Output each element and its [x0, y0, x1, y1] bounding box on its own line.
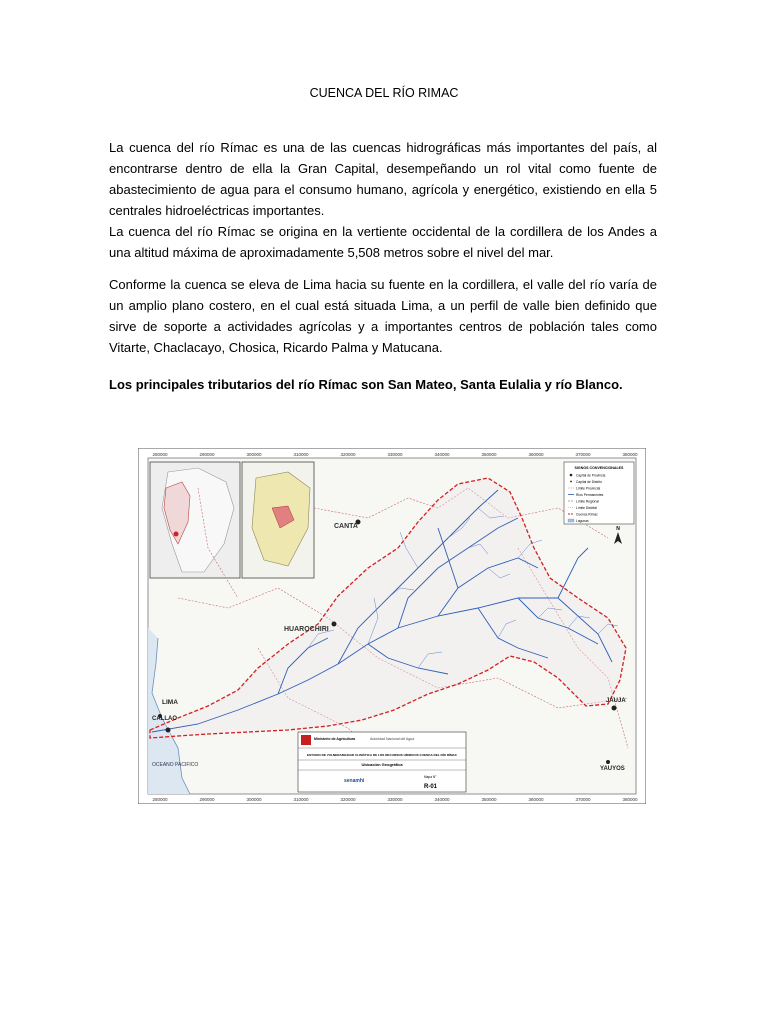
institution-text: Ministerio de Agricultura: [314, 737, 356, 741]
legend-title: SIGNOS CONVENCIONALES: [574, 466, 624, 470]
peru-logo-icon: [301, 735, 311, 745]
x-tick-label: 370000: [575, 452, 591, 457]
intro-paragraph: [109, 137, 657, 263]
label-lima: LIMA: [162, 699, 178, 706]
x-tick-label: 310000: [293, 452, 309, 457]
legend-item: Cuenca Rímac: [576, 512, 598, 517]
x-tick-label: 350000: [481, 797, 497, 802]
study-title: ESTUDIO DE VULNERABILIDAD CLIMÁTICA DE LOS RECURSOS HÍDRICOS CUENCA DEL RÍO RÍMAC: [307, 753, 458, 757]
intro-text: La cuenca del río Rímac es una de las cuencas hidrográficas más importantes del país, al encontrarse dentro de ella la Gran Capital, desempeñando un rol vital como fuente de abastecimiento de agua para el consumo humano, agrícola y energético, existiendo en ella 5 centrales hidroeléctricas importantes.: [109, 140, 657, 218]
sheet-label: Mapa N°: [424, 775, 437, 779]
label-oceano: OCEANO PACIFICO: [152, 762, 199, 768]
x-tick-label: 360000: [528, 797, 544, 802]
x-tick-label: 280000: [152, 797, 168, 802]
x-tick-label: 320000: [340, 797, 356, 802]
map-title-block: [298, 732, 466, 792]
sheet-number: R-01: [424, 784, 438, 790]
x-tick-label: 340000: [434, 797, 450, 802]
x-tick-label: 380000: [622, 797, 638, 802]
x-tick-label: 300000: [246, 797, 262, 802]
x-tick-label: 300000: [246, 452, 262, 457]
lima-location-marker: [174, 532, 179, 537]
label-canta: CANTA: [334, 523, 358, 530]
page-title: CUENCA DEL RÍO RIMAC: [309, 86, 459, 100]
map-legend: [564, 462, 634, 524]
legend-item: Límite Regional: [576, 499, 599, 504]
x-tick-label: 310000: [293, 797, 309, 802]
origin-text: La cuenca del río Rímac se origina en la vertiente occidental de la cordillera de los Andes a una altitud máxima de aproximadamente 5,508 metros sobre el nivel del mar.: [109, 224, 657, 260]
tributaries-paragraph: Los principales tributarios del río Rímac son San Mateo, Santa Eulalia y río Blanco.: [109, 377, 623, 392]
legend-item: Ríos Permanentes: [576, 492, 604, 497]
label-yauyos: YAUYOS: [600, 766, 625, 772]
label-jauja: JAUJA: [606, 698, 626, 704]
label-huarochiri: HUAROCHIRI: [284, 626, 329, 633]
x-tick-label: 320000: [340, 452, 356, 457]
x-tick-label: 380000: [622, 452, 638, 457]
senamhi-logo: senamhi: [344, 778, 365, 784]
basin-map: [138, 448, 646, 804]
x-tick-label: 330000: [387, 797, 403, 802]
legend-item: Lagunas: [576, 518, 589, 523]
valley-paragraph: Conforme la cuenca se eleva de Lima hacia su fuente en la cordillera, el valle del río varía de un amplio plano costero, en el cual está situada Lima, a un perfil de valle bien definido que sirve de soporte a actividades agrícolas y a importantes centros de población tales como Vitarte, Chaclacayo, Chosica, Ricardo Palma y Matucana.: [109, 277, 657, 355]
svg-text:N: N: [616, 526, 620, 532]
x-tick-label: 350000: [481, 452, 497, 457]
x-tick-label: 280000: [152, 452, 168, 457]
authority-text: Autoridad Nacional del Agua: [370, 737, 415, 741]
legend-item: Límite Provincial: [576, 486, 601, 491]
x-tick-label: 340000: [434, 452, 450, 457]
x-tick-label: 290000: [199, 452, 215, 457]
map-subtitle: Ubicación Geográfica: [361, 762, 403, 767]
legend-item: Capital de Provincia: [576, 473, 606, 478]
label-callao: CALLAO: [152, 716, 177, 722]
x-tick-label: 290000: [199, 797, 215, 802]
x-tick-label: 370000: [575, 797, 591, 802]
legend-item: Límite Distrital: [576, 505, 597, 510]
x-tick-label: 360000: [528, 452, 544, 457]
x-tick-label: 330000: [387, 452, 403, 457]
legend-item: Capital de Distrito: [576, 479, 603, 484]
